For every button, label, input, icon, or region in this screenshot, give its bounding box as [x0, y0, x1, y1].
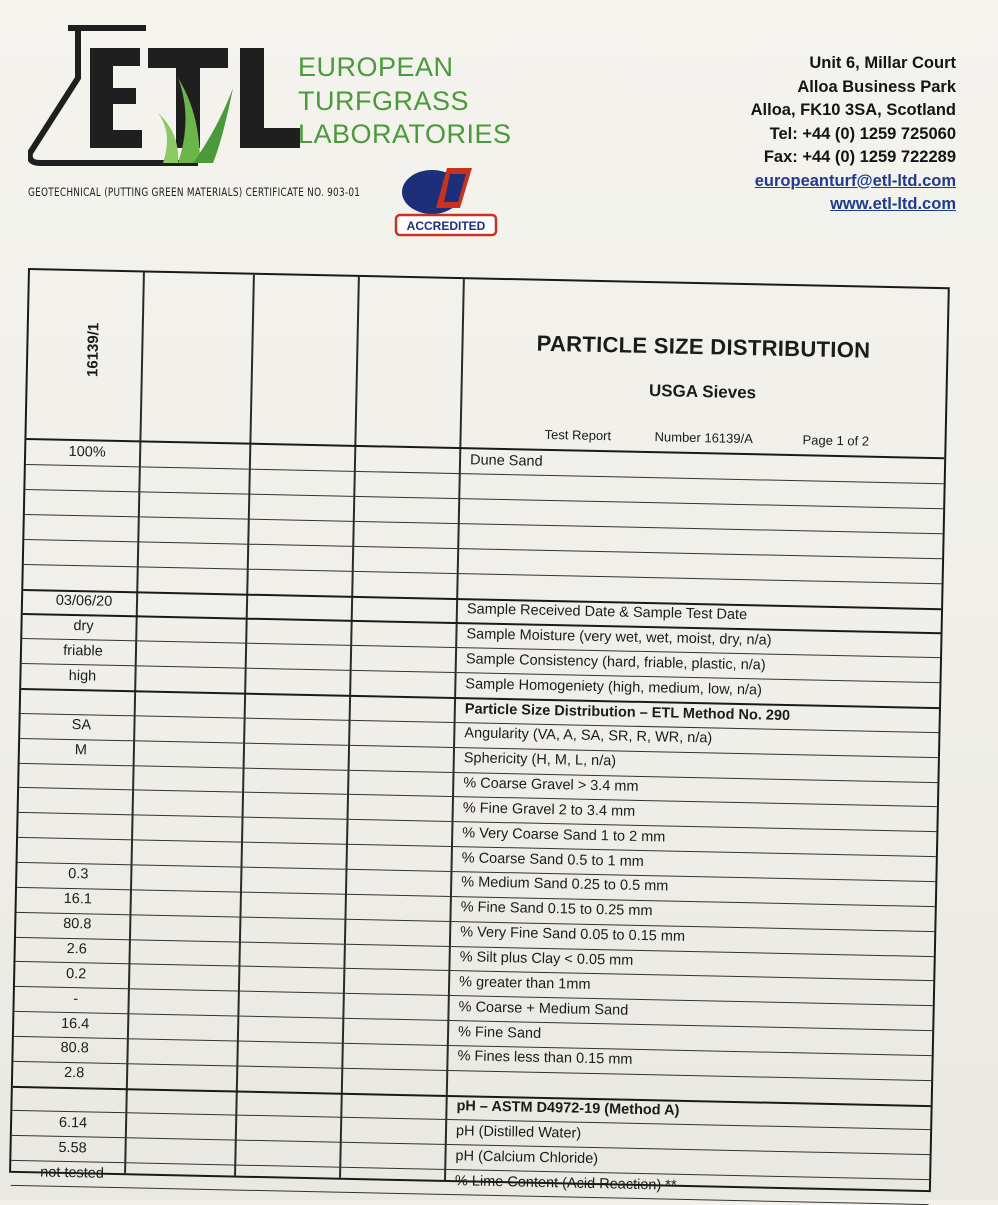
result-value: high [68, 667, 97, 685]
website-link[interactable]: www.etl-ltd.com [830, 195, 956, 213]
page-number: Page 1 of 2 [802, 432, 870, 449]
report-number: Number 16139/A [654, 429, 754, 447]
sample-id: 16139/1 [84, 322, 103, 378]
result-value: 80.8 [62, 916, 92, 933]
table-header [26, 270, 947, 459]
result-value [27, 692, 137, 694]
result-value: 6.14 [58, 1114, 88, 1132]
test-parameter-label: % Fines less than 0.15 mm [457, 1048, 633, 1069]
result-value: 80.8 [60, 1040, 89, 1057]
test-parameter-label: Sample Moisture (very wet, wet, moist, dry, n/a) [466, 626, 772, 649]
test-parameter-label: % Medium Sand 0.25 to 0.5 mm [461, 874, 669, 895]
email-link[interactable]: europeanturf@etl-ltd.com [754, 171, 956, 190]
address-line-3: Alloa, FK10 3SA, Scotland [750, 101, 956, 119]
result-value: friable [63, 642, 103, 660]
test-parameter-label: % Coarse Gravel > 3.4 mm [463, 775, 639, 795]
a2la-accredited-badge-icon [392, 160, 500, 240]
brand-name-line-1: EUROPEAN [298, 52, 454, 82]
result-value [25, 791, 135, 793]
test-parameter-label: pH (Calcium Chloride) [455, 1147, 599, 1167]
certificate-number: GEOTECHNICAL (PUTTING GREEN MATERIALS) CERTIFICATE NO. 903-01 [28, 185, 361, 199]
result-value: M [74, 742, 88, 759]
test-parameter-label: % Fine Sand 0.15 to 0.25 mm [460, 899, 653, 920]
result-value [31, 518, 141, 520]
test-parameter-label: % Lime Content (Acid Reaction) ** [454, 1172, 677, 1194]
result-value: - [73, 990, 79, 1007]
test-parameter-label: Particle Size Distribution – ETL Method No. 290 [464, 700, 791, 724]
result-value [31, 493, 141, 495]
test-parameter-label: % greater than 1mm [458, 974, 591, 993]
result-value: dry [73, 617, 94, 635]
telephone: Tel: +44 (0) 1259 725060 [769, 124, 956, 143]
result-value [19, 1089, 129, 1091]
result-value: 16.1 [63, 891, 93, 908]
result-value [32, 468, 142, 470]
test-parameter-label: % Fine Gravel 2 to 3.4 mm [462, 800, 636, 820]
test-parameter-label: Dune Sand [469, 452, 543, 470]
result-value: 16.4 [60, 1015, 90, 1032]
test-report-label: Test Report [544, 426, 612, 444]
result-value: 5.58 [58, 1139, 87, 1157]
result-value: 0.3 [68, 866, 89, 883]
result-value [30, 567, 140, 569]
result-value: 2.6 [66, 940, 87, 958]
brand-name-line-3: LABORATORIES [298, 119, 512, 149]
test-parameter-label: % Coarse + Medium Sand [458, 998, 629, 1019]
report-title: PARTICLE SIZE DISTRIBUTION [536, 330, 871, 363]
brand-name-line-2: TURFGRASS [298, 86, 470, 116]
result-value [30, 542, 140, 544]
test-parameter-label: Sphericity (H, M, L, n/a) [463, 750, 617, 770]
result-value: 2.8 [63, 1065, 85, 1082]
test-parameter-label: Sample Received Date & Sample Test Date [466, 601, 748, 624]
result-value: not tested [40, 1164, 105, 1182]
test-parameter-label: % Coarse Sand 0.5 to 1 mm [461, 849, 645, 870]
test-parameter-label: Sample Homogeniety (high, medium, low, n/a) [465, 675, 763, 699]
result-value: 0.2 [65, 965, 87, 983]
fax: Fax: +44 (0) 1259 722289 [763, 148, 956, 166]
test-parameter-label: Sample Consistency (hard, friable, plastic, n/a) [465, 651, 766, 674]
report-subtitle: USGA Sieves [648, 381, 757, 403]
company-address [751, 52, 956, 217]
test-parameter-label: % Fine Sand [457, 1023, 542, 1042]
accredited-text: ACCREDITED [406, 219, 486, 233]
address-line-2: Alloa Business Park [797, 77, 956, 96]
result-value [24, 841, 134, 843]
test-parameter-label: % Very Coarse Sand 1 to 2 mm [462, 824, 666, 846]
result-value: SA [71, 717, 92, 734]
test-parameter-label: pH – ASTM D4972-19 (Method A) [456, 1098, 680, 1119]
result-value: 03/06/20 [55, 592, 113, 610]
result-value: 100% [68, 443, 106, 461]
address-line-1: Unit 6, Millar Court [809, 54, 956, 72]
test-parameter-label: pH (Distilled Water) [455, 1123, 582, 1142]
result-value [25, 816, 135, 818]
result-value [26, 766, 136, 768]
test-parameter-label: % Very Fine Sand 0.05 to 0.15 mm [460, 924, 686, 946]
test-parameter-label: % Silt plus Clay < 0.05 mm [459, 949, 634, 969]
results-table [9, 268, 950, 1192]
test-parameter-label: Angularity (VA, A, SA, SR, R, WR, n/a) [464, 725, 713, 747]
